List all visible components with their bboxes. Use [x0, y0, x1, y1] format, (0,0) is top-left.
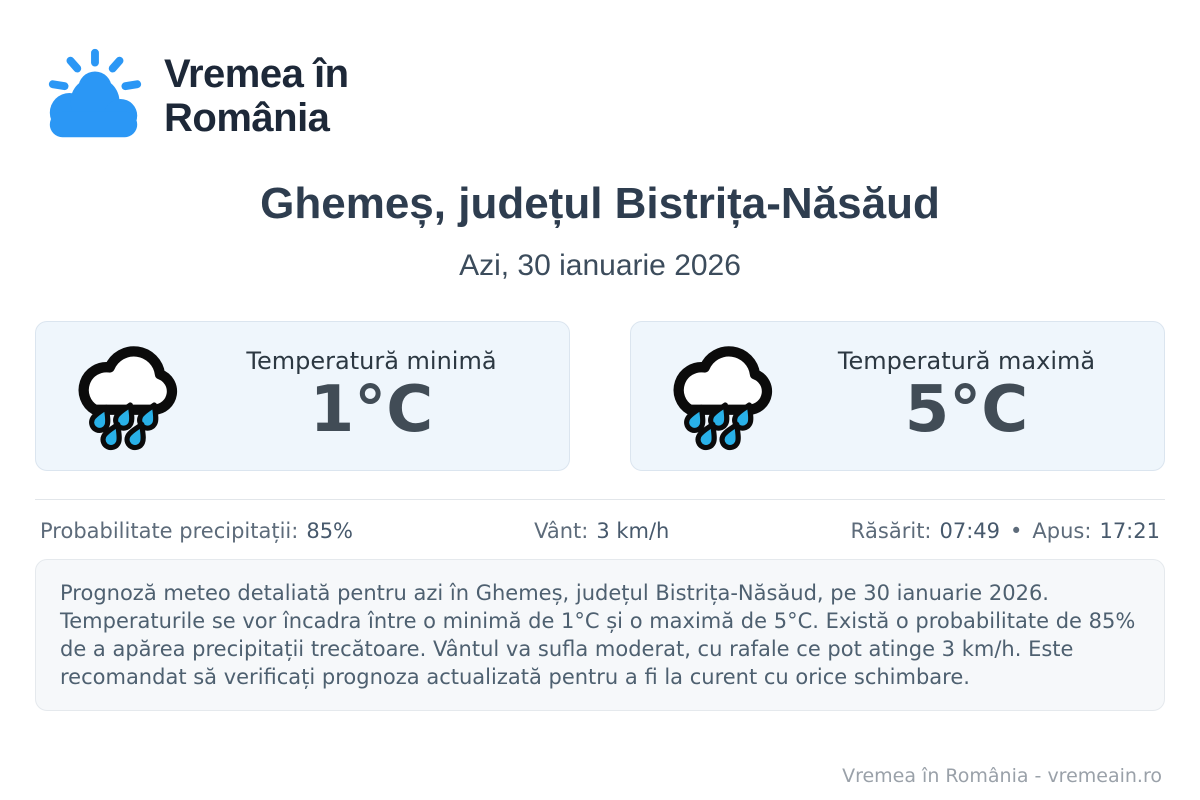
max-temperature-text [787, 347, 1146, 448]
max-temperature-value: 5°C [904, 373, 1029, 448]
forecast-description: Prognoză meteo detaliată pentru azi în Ghemeș, județul Bistrița-Năsăud, pe 30 ianuarie 2026. Temperaturile se vor încadra între o minimă de 1°C și o maximă de 5°C. Există o probabilitate de 85% de a apărea precipitații trecătoare. Vântul va sufla moderat, cu rafale ce pot atinge 3 km/h. Este recomandat să verificați prognoza actualizată pentru a fi la curent cu orice schimbare. [35, 559, 1165, 711]
min-temperature-card [35, 321, 570, 471]
sunrise-label: Răsărit: [850, 519, 932, 543]
precipitation-label: Probabilitate precipitații: [40, 519, 299, 543]
divider [35, 499, 1165, 500]
bullet-separator: • [1010, 519, 1023, 543]
logo-line2: România [164, 96, 330, 140]
wind-stat [534, 519, 669, 543]
logo [40, 45, 1165, 147]
page-subtitle: Azi, 30 ianuarie 2026 [459, 249, 741, 282]
sunset-value: 17:21 [1099, 519, 1160, 543]
sunrise-value: 07:49 [939, 519, 1001, 543]
wind-label: Vânt: [534, 519, 589, 543]
stats-row [35, 519, 1165, 543]
footer-credit: Vremea în România - vremeain.ro [842, 765, 1162, 787]
temperature-cards [35, 321, 1165, 471]
precipitation-value: 85% [306, 519, 354, 543]
rain-cloud-icon [64, 336, 192, 456]
sunset-label: Apus: [1032, 519, 1092, 543]
sun-cloud-logo-icon [40, 45, 148, 147]
precipitation-stat [40, 519, 353, 543]
min-temperature-value: 1°C [309, 373, 434, 448]
min-temperature-text [192, 347, 551, 448]
sun-times-stat [850, 519, 1160, 543]
wind-value: 3 km/h [596, 519, 670, 543]
max-temperature-card [630, 321, 1165, 471]
max-temperature-label: Temperatură maximă [837, 347, 1096, 376]
rain-cloud-icon [659, 336, 787, 456]
min-temperature-label: Temperatură minimă [246, 347, 497, 376]
logo-text [164, 52, 349, 140]
page-title: Ghemeș, județul Bistrița-Năsăud [260, 179, 940, 228]
logo-line1: Vremea în [164, 52, 349, 96]
